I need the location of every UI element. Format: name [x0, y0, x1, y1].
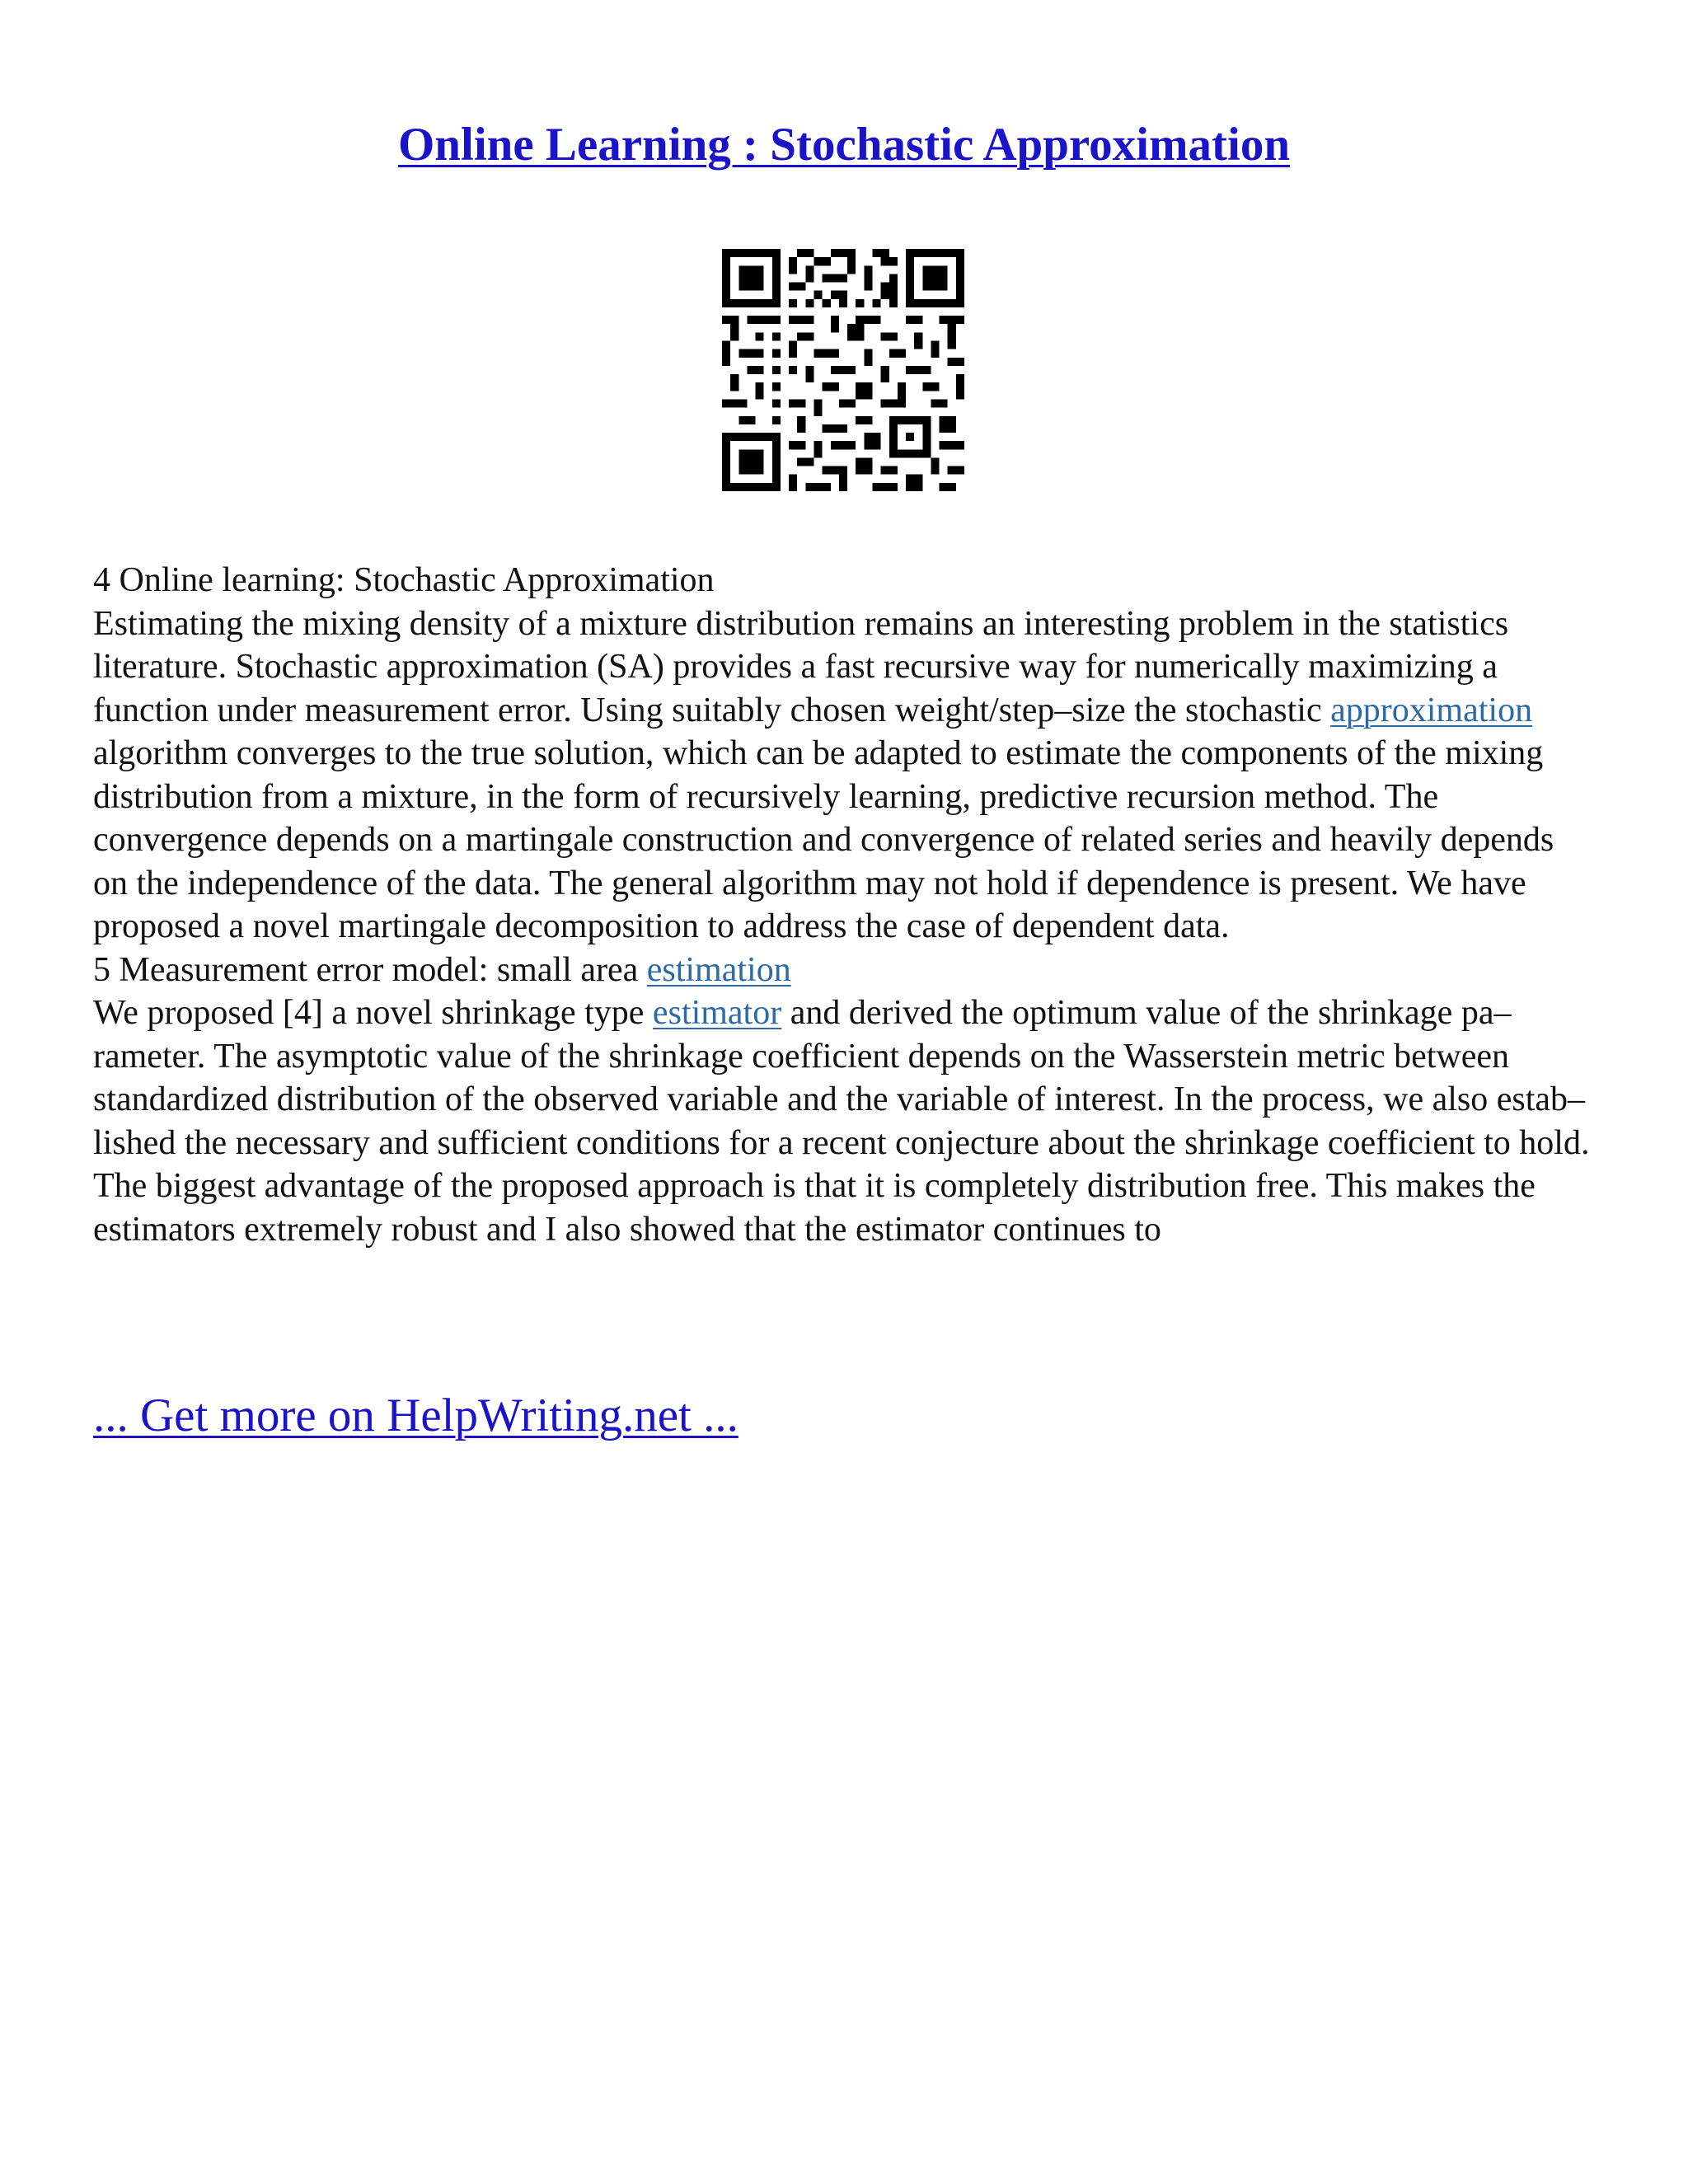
section-paragraph: We proposed [4] a novel shrinkage type estimator and derived the optimum value of the shrinkage pa– rameter. The asymptotic value of the shrinkage coefficient depends on the Wasserstein metric between standardized distribution of the observed variable and the variable of interest. In the process, we also estab– lished the necessary and sufficient conditions for a recent conjecture about the shrinkage coefficient to hold. The biggest advantage of the proposed approach is that it is completely distribution free. This makes the estimators extremely robust and I also showed that the estimator continues to	[93, 994, 1590, 1249]
qr-code	[722, 249, 964, 491]
section-heading: 5 Measurement error model: small area estimation	[93, 950, 791, 989]
section-heading: 4 Online learning: Stochastic Approximation	[93, 561, 715, 599]
document-body	[93, 559, 1593, 1251]
estimator-link[interactable]: estimator	[652, 994, 782, 1032]
get-more-link[interactable]: ... Get more on HelpWriting.net ...	[93, 1390, 738, 1441]
page-title	[0, 115, 1688, 175]
approximation-link[interactable]: approximation	[1330, 691, 1533, 729]
title-link[interactable]: Online Learning : Stochastic Approximation	[397, 119, 1291, 171]
more-link-container	[93, 1387, 738, 1445]
estimation-link[interactable]: estimation	[646, 950, 791, 989]
qr-code-icon	[722, 249, 964, 491]
section-paragraph: Estimating the mixing density of a mixture distribution remains an interesting problem in the statistics literature. Stochastic approximation (SA) provides a fast recursive way for numerically maximizing a function under measurement error. Using suitably chosen weight/step–size the stochastic approximation algorithm converges to the true solution, which can be adapted to estimate the components of the mixing distribution from a mixture, in the form of recursively learning, predictive recursion method. The convergence depends on a martingale construction and convergence of related series and heavily depends on the independence of the data. The general algorithm may not hold if dependence is present. We have proposed a novel martingale decomposition to address the case of dependent data.	[93, 604, 1554, 945]
